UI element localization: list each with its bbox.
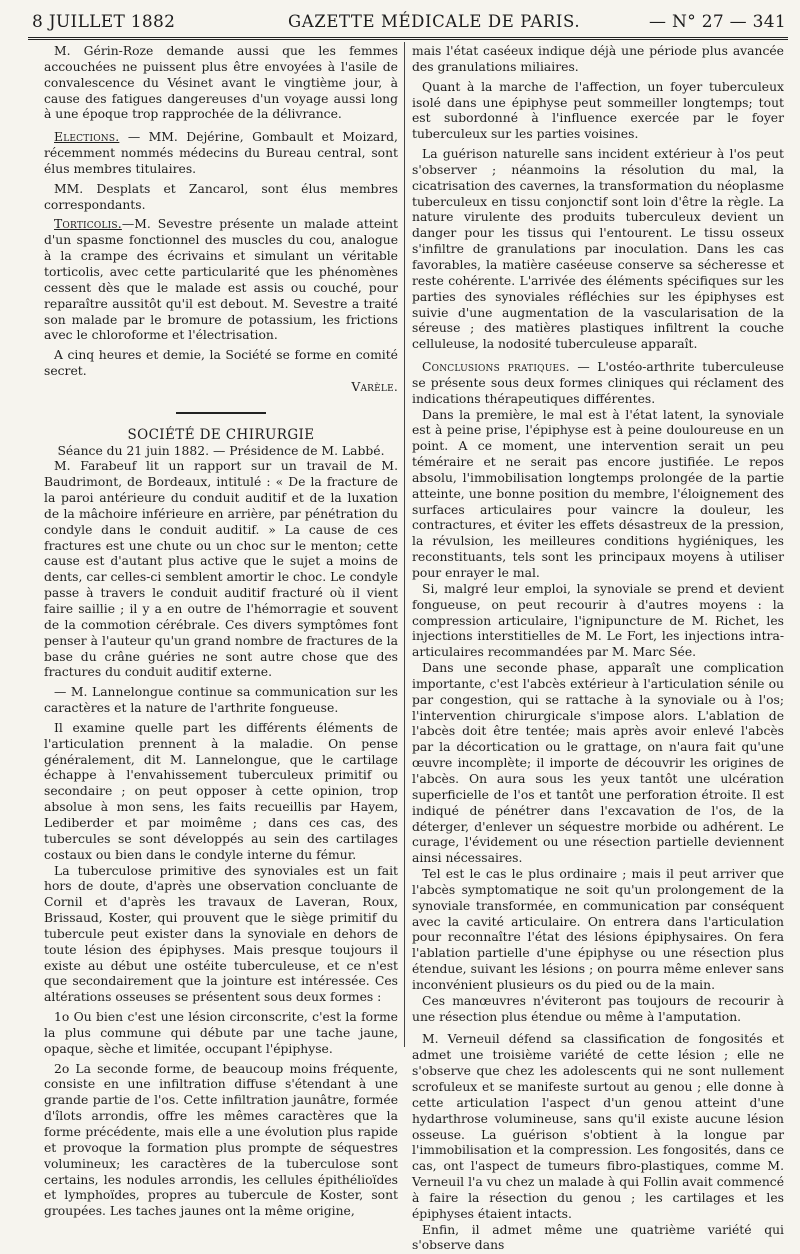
paragraph-elections xyxy=(44,130,398,178)
header-issue: — N° 27 — 341 xyxy=(649,12,786,32)
conclusions-label: Conclusions pratiques. xyxy=(422,360,570,375)
paragraph-forme-1: 1o Ou bien c'est une lésion circonscrite, c'est la forme la plus commune qui débute par une tache jaune, opaque, sèche et limitée, occupant l'épiphyse. xyxy=(44,1010,398,1056)
paragraph-lannelongue: — M. Lannelongue continue sa communication sur les caractères et la nature de l'arthrite fongueuse. xyxy=(44,685,398,716)
paragraph-correspondants: MM. Desplats et Zancarol, sont élus membres correspondants. xyxy=(44,181,398,212)
paragraph-marche: Quant à la marche de l'affection, un foyer tuberculeux isolé dans une épiphyse peut sommeiller longtemps; tout est subordonné à l'influence exercée par le foyer tuberculeux sur les parties voisines. xyxy=(412,79,784,142)
section-separator xyxy=(176,412,266,414)
paragraph-continuation: mais l'état caséeux indique déjà une période plus avancée des granulations miliaires. xyxy=(412,44,784,74)
left-column xyxy=(44,44,398,1220)
paragraph-gerin-roze: M. Gérin-Roze demande aussi que les femmes accouchées ne puissent plus être envoyées à l'asile de convalescence du Vésinet avant le vingtième jour, à cause des fatigues dangereuses d'un voyage aussi long à une époque trop rapprochée de la délivrance. xyxy=(44,44,398,122)
paragraph-comite-secret: A cinq heures et demie, la Société se forme en comité secret. xyxy=(44,348,398,379)
signature: Varèle. xyxy=(351,379,398,394)
elections-text: — MM. Dejérine, Gombault et Moizard, récemment nommés médecins du Bureau central, sont élus membres titulaires. xyxy=(44,130,398,176)
page-header xyxy=(32,12,786,34)
paragraph-conclusions xyxy=(412,360,784,408)
paragraph-verneuil: M. Verneuil défend sa classification de fongosités et admet une troisième variété de cette lésion ; elle ne s'observe que chez les adolescents qui ne sont nullement scrofuleux et se manifeste surtout au genou ; elle donne à cette articulation l'aspect d'un genou atteint d'une hydarthrose volumineuse, sans qu'il existe aucune lésion osseuse. La guérison s'obtient à la longue par l'immobilisation et la compression. Les fongosités, dans ce cas, ont l'aspect de tumeurs fibro-plastiques, comme M. Verneuil l'a vu chez un malade à qui Follin avait commencé à faire la résection du genou ; les cartilages et les épiphyses étaient intacts. xyxy=(412,1032,784,1221)
paragraph-tuberculose: La tuberculose primitive des synoviales est un fait hors de doute, d'après une observation concluante de Cornil et d'après les travaux de Laveran, Roux, Brissaud, Koster, qui prouvent que le siège primitif du tubercule peut exister dans la synoviale en dehors de toute lésion des épiphyses. Mais presque toujours il existe au début une ostéite tuberculeuse, et ce n'est que secondairement que la jointure est intéressée. Ces altérations osseuses se présentent sous deux formes : xyxy=(44,863,398,1005)
paragraph-manoeuvres: Ces manœuvres n'éviteront pas toujours de recourir à une résection plus étendue ou même à l'amputation. xyxy=(412,993,784,1024)
paragraph-premiere-phase: Dans la première, le mal est à l'état latent, la synoviale est à peine prise, l'épiphyse est à peine douloureuse en un point. A ce moment, une intervention serait un peu téméraire et ne serait pas encore justifiée. Le repos absolu, l'immobilisation longtemps prolongée de la partie atteinte, une bonne position du membre, l'éloignement des surfaces articulaires pour vaincre la douleur, les contractures, et éviter les effets désastreux de la pression, la révulsion, les meilleures conditions hygiéniques, les reconstituants, tels sont les principaux moyens à utiliser pour enrayer le mal. xyxy=(412,407,784,580)
header-title: GAZETTE MÉDICALE DE PARIS. xyxy=(288,12,581,31)
elections-label: Elections. xyxy=(54,130,120,145)
paragraph-torticolis xyxy=(44,217,398,344)
paragraph-seconde-phase: Dans une seconde phase, apparaît une complication importante, c'est l'abcès extérieur à l'articulation sénile ou par congestion, qui se rattache à la synoviale ou à l'os; l'intervention chirurgicale s'impose alors. L'ablation de l'abcès doit être tentée; mais après avoir enlevé l'abcès par la décortication ou le grattage, on n'aura fait qu'une œuvre incomplète; il importe de découvrir les origines de l'abcès. On aura sous les yeux tantôt une ulcération superficielle de l'os et tantôt une perforation étroite. Il est indiqué de pénétrer dans l'excavation de l'os, de la déterger, d'enlever un séquestre morbide ou adhérent. Le curage, l'évidement ou une résection partielle deviennent ainsi nécessaires. xyxy=(412,661,784,866)
paragraph-cas-ordinaire: Tel est le cas le plus ordinaire ; mais il peut arriver que l'abcès symptomatique ne soit qu'un prolongement de la synoviale transformée, en communication par conséquent avec la cavité articulaire. On entrera dans l'articulation pour reconnaître l'état des lésions épiphysaires. On fera l'ablation partielle d'une épiphyse ou une résection plus étendue, suivant les lésions ; on pourra même enlever sans inconvénient plusieurs os du pied ou de la main. xyxy=(412,867,784,992)
torticolis-label: Torticolis. xyxy=(54,217,122,232)
column-divider xyxy=(404,42,405,1047)
section-subtitle: Séance du 21 juin 1882. — Présidence de M. Labbé. xyxy=(57,443,385,458)
paragraph-guerison: La guérison naturelle sans incident extérieur à l'os peut s'observer ; néanmoins la résolution du mal, la cicatrisation des cavernes, la transformation du néoplasme tuberculeux en tissu conjonctif sont loin d'être la règle. La nature virulente des produits tuberculeux devient un danger pour les tissus qui l'entourent. Le tissu osseux s'infiltre de granulations par inoculation. Dans les cas favorables, la matière caséeuse conserve sa sécheresse et reste cohérente. L'arrivée des éléments spécifiques sur les parties des synoviales réfléchies sur les épiphyses est suivie d'une augmentation de la vascularisation de la séreuse ; des matières plastiques infiltrent la couche celluleuse, la nodosité tuberculeuse apparaît. xyxy=(412,147,784,352)
paragraph-articulation: Il examine quelle part les différents éléments de l'articulation prennent à la maladie. On pense généralement, dit M. Lannelongue, que le cartilage échappe à l'envahissement tuberculeux primitif ou secondaire ; on peut opposer à cette opinion, trop absolue à mon sens, les faits recueillis par Hayem, Lediberder et par moimême ; dans ces cas, des tubercules se sont développés au sein des cartilages costaux ou bien dans le condyle interne du fémur. xyxy=(44,720,398,862)
torticolis-text: —M. Sevestre présente un malade atteint d'un spasme fonctionnel des muscles du cou, analogue à la crampe des écrivains et simulant un véritable torticolis, avec cette particularité que les phénomènes cessent dès que le malade est assis ou couché, pour reparaître aussitôt qu'il est debout. M. Sevestre a traité son malade par le bromure de potassium, les frictions avec le chloroforme et l'électrisation. xyxy=(44,217,398,343)
header-rule xyxy=(28,37,788,42)
paragraph-recours: Si, malgré leur emploi, la synoviale se prend et devient fongueuse, on peut recourir à d'autres moyens : la compression articulaire, l'ignipuncture de M. Richet, les injections interstitielles de M. Le Fort, les injections intra-articulaires recommandées par M. Marc Sée. xyxy=(412,581,784,660)
paragraph-forme-2: 2o La seconde forme, de beaucoup moins fréquente, consiste en une infiltration diffuse s'étendant à une grande partie de l'os. Cette infiltration jaunâtre, formée d'îlots arrondis, offre les mêmes caractères que la forme précédente, mais elle a une évolution plus rapide et provoque la formation plus prompte de séquestres volumineux; les caractères de la tuberculose sont certains, les nodules arrondis, les cellules épithélioïdes et lymphoïdes, propres au tubercule de Koster, sont groupées. Les taches jaunes ont la même origine, xyxy=(44,1061,398,1219)
header-date: 8 JUILLET 1882 xyxy=(32,12,176,32)
section-title: SOCIÉTÉ DE CHIRURGIE xyxy=(127,426,315,443)
conclusions-text: — L'ostéo-arthrite tuberculeuse se présente sous deux formes cliniques qui réclament des indications thérapeutiques différentes. xyxy=(412,360,784,406)
paragraph-farabeuf: M. Farabeuf lit un rapport sur un travail de M. Baudrimont, de Bordeaux, intitulé : « De la fracture de la paroi antérieure du conduit auditif et de la luxation de la mâchoire inférieure en arrière, par pénétration du condyle dans le conduit auditif. » La cause de ces fractures est une chute ou un choc sur le menton; cette cause est d'autant plus active que le sujet a moins de dents, car celles-ci semblent amortir le choc. Le condyle passe à travers le conduit auditif fracturé où il vient faire saillie ; il y a en outre de l'hémorragie et souvent de la commotion cérébrale. Ces divers symptômes font penser à l'auteur qu'un grand nombre de fractures de la base du crâne guéries ne sont autre chose que des fractures du conduit auditif externe. xyxy=(44,459,398,680)
paragraph-quatrieme-variete: Enfin, il admet même une quatrième variété qui s'observe dans xyxy=(412,1222,784,1253)
right-column xyxy=(412,44,784,1254)
